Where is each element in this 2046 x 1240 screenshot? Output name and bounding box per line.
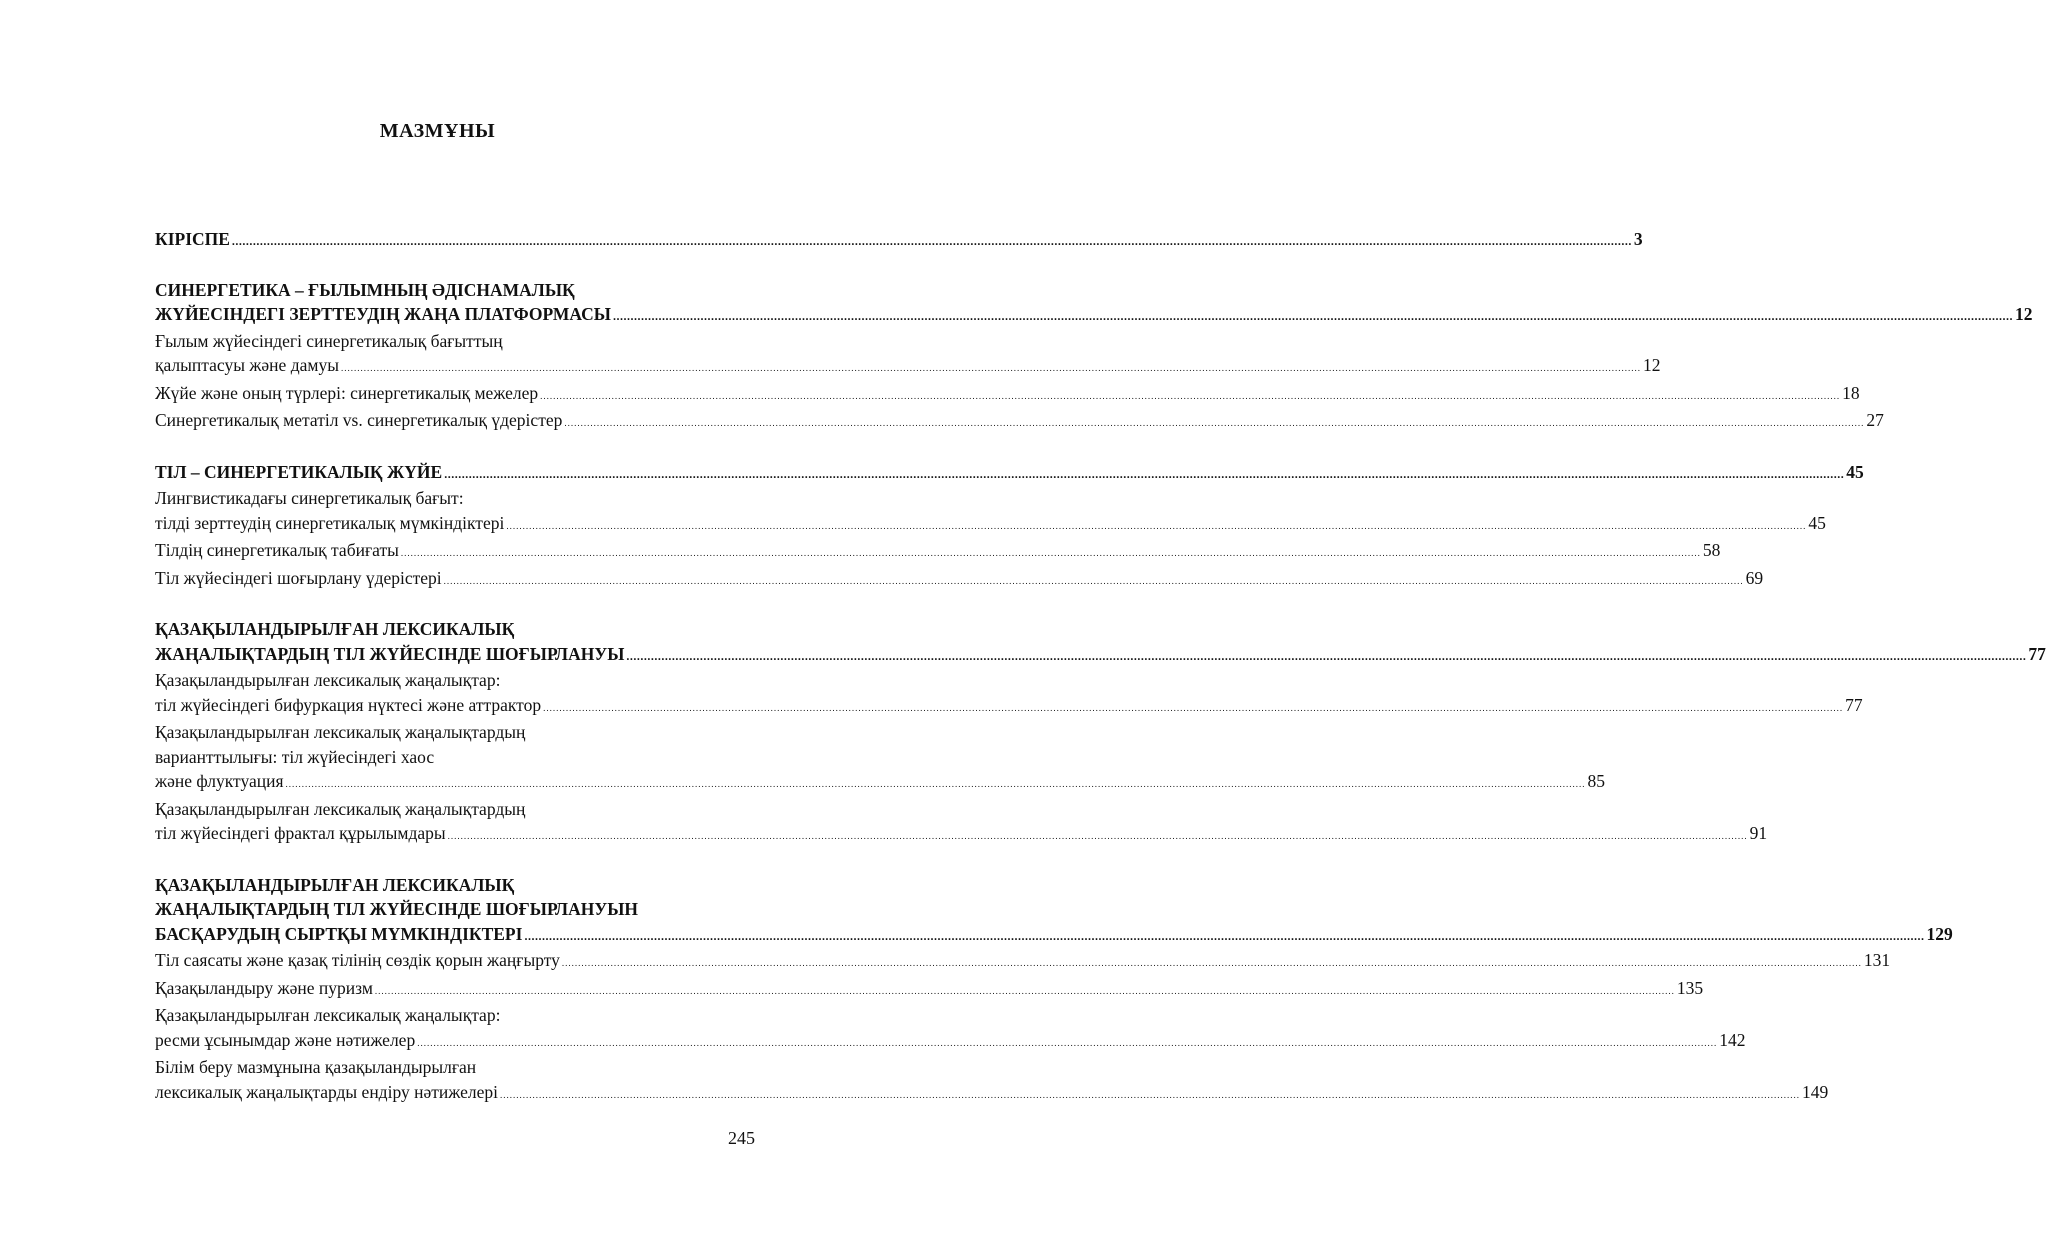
toc-entry: [155, 566, 1764, 594]
toc-page-number: 131: [1863, 950, 1891, 970]
toc-line: [155, 511, 1826, 539]
toc-line: [155, 745, 733, 770]
toc-line-text: ҚАЗАҚЫЛАНДЫРЫЛҒАН ЛЕКСИКАЛЫҚ: [155, 874, 515, 895]
toc-page-number: 135: [1676, 977, 1704, 998]
toc-line: [155, 693, 1863, 721]
toc-line-text: варианттылығы: тіл жүйесіндегі хаос: [155, 746, 435, 767]
dot-leader: ................................................................................................................................................................................................................................................................................................................................................................................................................: [506, 520, 1807, 531]
toc-entry: [155, 1003, 1746, 1055]
toc-page-number: 45: [1808, 512, 1826, 533]
toc-line-text: ЖҮЙЕСІНДЕГІ ЗЕРТТЕУДІҢ ЖАҢА ПЛАТФОРМАСЫ: [155, 304, 611, 324]
toc-section: [155, 227, 1643, 254]
dot-leader: ................................................................................................................................................................................................................................................................................................................................................................................................................: [612, 309, 2013, 323]
toc-line-text: Жүйе және оның түрлері: синергетикалық межелер: [155, 382, 539, 403]
dot-leader: ................................................................................................................................................................................................................................................................................................................................................................................................................: [443, 575, 1744, 586]
toc-page-number: 3: [1633, 229, 1643, 249]
toc-line-text: СИНЕРГЕТИКА – ҒЫЛЫМНЫҢ ӘДІСНАМАЛЫҚ: [155, 279, 575, 300]
toc-line: [155, 353, 1661, 381]
toc-line-text: Тіл саясаты және қазақ тілінің сөздік қорын жаңғырту: [155, 950, 560, 970]
toc-entry: [155, 408, 1884, 436]
toc-page-number: 45: [1846, 461, 1864, 482]
toc-page-number: 12: [2014, 304, 2033, 324]
toc-line: [155, 897, 733, 922]
toc-line-text: ҚАЗАҚЫЛАНДЫРЫЛҒАН ЛЕКСИКАЛЫҚ: [155, 619, 515, 639]
toc-line-text: Қазақыландырылған лексикалық жаңалықтар:: [155, 670, 501, 690]
toc-line: [155, 381, 1860, 409]
dot-leader: ................................................................................................................................................................................................................................................................................................................................................................................................................: [543, 702, 1844, 713]
dot-leader: ................................................................................................................................................................................................................................................................................................................................................................................................................: [447, 831, 1748, 841]
toc-page-number: 77: [1845, 694, 1863, 715]
toc-line-text: Қазақыландырылған лексикалық жаңалықтар:: [155, 1005, 501, 1025]
toc-page-number: 69: [1745, 567, 1764, 588]
toc-line: [155, 642, 2046, 669]
toc-line: [155, 922, 1953, 949]
toc-page-number: 91: [1749, 823, 1768, 843]
toc-page-number: 12: [1642, 355, 1661, 375]
toc-page-number: 18: [1842, 382, 1860, 403]
toc-entry: [155, 948, 1891, 976]
dot-leader: ................................................................................................................................................................................................................................................................................................................................................................................................................: [561, 958, 1862, 968]
toc-line: [155, 486, 733, 511]
toc-line-text: КІРІСПЕ: [155, 229, 230, 249]
toc-line-text: тілді зерттеудің синергетикалық мүмкіндіктері: [155, 512, 505, 533]
dot-leader: ................................................................................................................................................................................................................................................................................................................................................................................................................: [444, 466, 1845, 481]
toc-line: [155, 566, 1764, 594]
table-of-contents: [155, 227, 2046, 1131]
dot-leader: ................................................................................................................................................................................................................................................................................................................................................................................................................: [417, 1037, 1718, 1048]
toc-line-text: Тілдің синергетикалық табиғаты: [155, 540, 399, 560]
toc-line-text: қалыптасуы және дамуы: [155, 355, 339, 375]
dot-leader: ................................................................................................................................................................................................................................................................................................................................................................................................................: [499, 1089, 1800, 1100]
page-number: 245: [728, 1128, 755, 1148]
toc-line-text: ресми ұсынымдар және нәтижелер: [155, 1029, 416, 1050]
toc-section-heading: [155, 873, 1953, 949]
toc-line-text: Синергетикалық метатіл vs. синергетикалық үдерістер: [155, 410, 563, 430]
toc-section-heading: [155, 460, 1864, 487]
toc-line-text: Қазақыландырылған лексикалық жаңалықтардың: [155, 798, 526, 819]
toc-page-number: 27: [1866, 410, 1884, 430]
toc-line: [155, 460, 1864, 487]
toc-line: [155, 668, 733, 693]
dot-leader: ................................................................................................................................................................................................................................................................................................................................................................................................................: [340, 363, 1641, 373]
toc-line-text: Қазақыландыру және пуризм: [155, 977, 373, 998]
toc-line-text: тіл жүйесіндегі бифуркация нүктесі және аттрактор: [155, 694, 542, 715]
toc-line-text: тіл жүйесіндегі фрактал құрылымдары: [155, 823, 446, 843]
toc-page-number: 58: [1702, 540, 1721, 560]
toc-line-text: БАСҚАРУДЫҢ СЫРТҚЫ МҮМКІНДІКТЕРІ: [155, 923, 523, 944]
toc-line-text: ТІЛ – СИНЕРГЕТИКАЛЫҚ ЖҮЙЕ: [155, 461, 443, 482]
toc-line-text: ЖАҢАЛЫҚТАРДЫҢ ТІЛ ЖҮЙЕСІНДЕ ШОҒЫРЛАНУЫН: [155, 899, 638, 919]
toc-section-heading: [155, 617, 2046, 668]
toc-line: [155, 617, 733, 642]
toc-line-text: Білім беру мазмұнына қазақыландырылған: [155, 1057, 477, 1077]
toc-line: [155, 720, 733, 745]
toc-page-number: 149: [1801, 1081, 1829, 1102]
toc-section: [155, 873, 1953, 1108]
toc-line-text: Қазақыландырылған лексикалық жаңалықтардың: [155, 722, 526, 742]
dot-leader: ................................................................................................................................................................................................................................................................................................................................................................................................................: [564, 418, 1865, 428]
toc-entry: [155, 720, 1606, 797]
toc-line-text: лексикалық жаңалықтарды ендіру нәтижелері: [155, 1081, 498, 1102]
dot-leader: ................................................................................................................................................................................................................................................................................................................................................................................................................: [524, 928, 1925, 943]
toc-section: [155, 278, 2033, 436]
dot-leader: ................................................................................................................................................................................................................................................................................................................................................................................................................: [231, 234, 1632, 248]
toc-line-text: Ғылым жүйесіндегі синергетикалық бағыттың: [155, 330, 503, 351]
toc-page-number: 77: [2028, 643, 2046, 664]
toc-line-text: Тіл жүйесіндегі шоғырлану үдерістері: [155, 567, 442, 588]
toc-entry: [155, 797, 1768, 849]
toc-section-heading: [155, 227, 1643, 254]
dot-leader: ................................................................................................................................................................................................................................................................................................................................................................................................................: [626, 648, 2027, 663]
toc-entry: [155, 329, 1661, 381]
toc-entry: [155, 381, 1860, 409]
toc-page-number: 142: [1719, 1029, 1746, 1050]
toc-line-text: ЖАҢАЛЫҚТАРДЫҢ ТІЛ ЖҮЙЕСІНДЕ ШОҒЫРЛАНУЫ: [155, 643, 625, 664]
page-title: МАЗМҰНЫ: [379, 120, 496, 142]
toc-line: [155, 302, 2033, 329]
toc-line: [155, 1055, 733, 1080]
dot-leader: ................................................................................................................................................................................................................................................................................................................................................................................................................: [374, 985, 1675, 996]
toc-line: [155, 821, 1768, 849]
toc-line: [155, 948, 1891, 976]
dot-leader: ................................................................................................................................................................................................................................................................................................................................................................................................................: [285, 779, 1586, 789]
toc-line-text: және флуктуация: [155, 771, 284, 791]
dot-leader: ................................................................................................................................................................................................................................................................................................................................................................................................................: [540, 390, 1841, 401]
toc-page-number: 129: [1926, 923, 1953, 944]
toc-entry: [155, 976, 1704, 1004]
toc-line: [155, 227, 1643, 254]
toc-line: [155, 1003, 733, 1028]
toc-line: [155, 329, 733, 354]
toc-line: [155, 538, 1721, 566]
toc-section: [155, 460, 1864, 594]
toc-section: [155, 617, 2046, 849]
toc-page-number: 85: [1587, 771, 1606, 791]
toc-line: [155, 1028, 1746, 1056]
toc-line-text: Лингвистикадағы синергетикалық бағыт:: [155, 488, 464, 508]
dot-leader: ................................................................................................................................................................................................................................................................................................................................................................................................................: [400, 548, 1701, 558]
toc-entry: [155, 486, 1826, 538]
toc-line: [155, 976, 1704, 1004]
toc-line: [155, 873, 733, 898]
toc-entry: [155, 538, 1721, 566]
toc-entry: [155, 1055, 1829, 1107]
toc-line: [155, 769, 1606, 797]
toc-line: [155, 278, 733, 303]
toc-line: [155, 797, 733, 822]
toc-entry: [155, 668, 1863, 720]
toc-line: [155, 1080, 1829, 1108]
toc-line: [155, 408, 1884, 436]
toc-section-heading: [155, 278, 2033, 329]
